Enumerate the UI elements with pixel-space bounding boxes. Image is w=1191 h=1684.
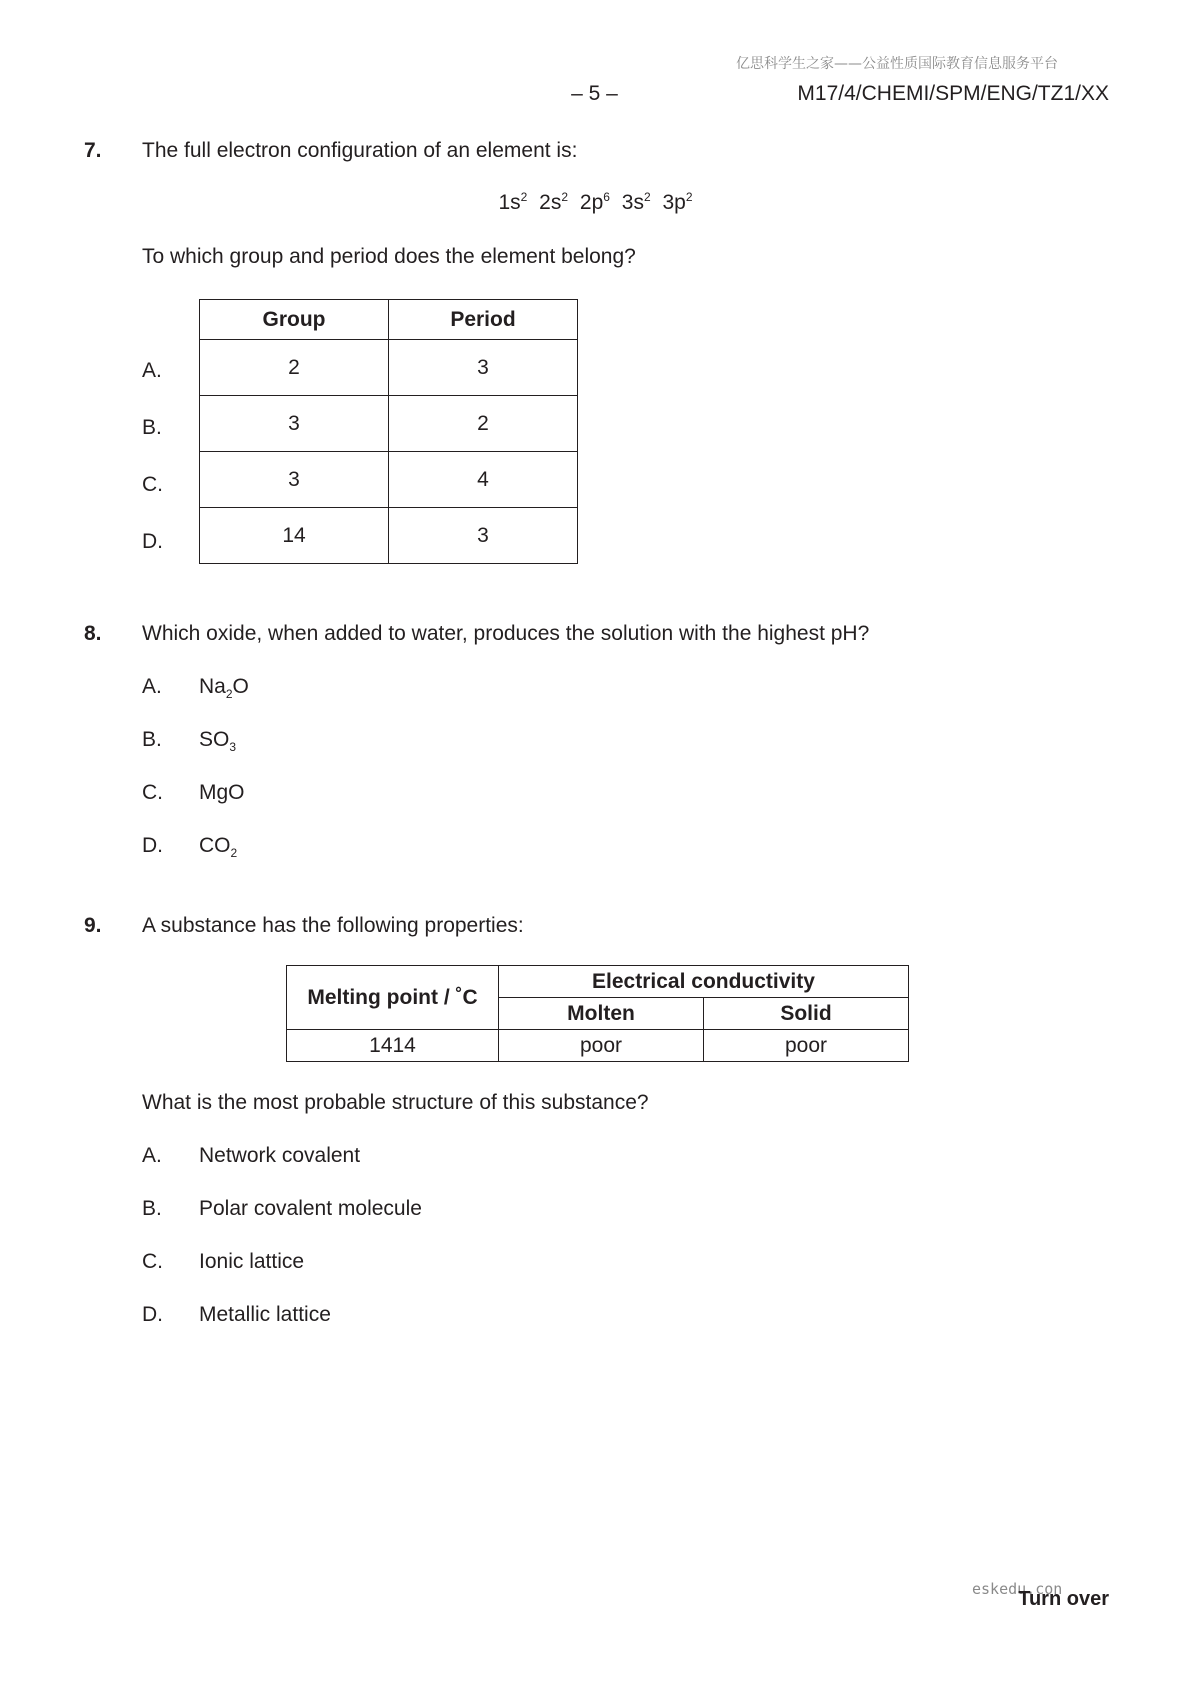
melting-point-value: 1414 bbox=[287, 1030, 499, 1062]
orbital-term: $2s^2$ bbox=[539, 190, 569, 214]
option-a-formula: $Na_2O$ bbox=[199, 675, 249, 701]
period-cell: 3 bbox=[389, 340, 578, 396]
option-a-text: Network covalent bbox=[199, 1144, 361, 1167]
option-a-label: A. bbox=[142, 1144, 162, 1167]
option-c-label: C. bbox=[142, 1250, 163, 1273]
option-a-label: A. bbox=[142, 675, 162, 698]
period-cell: 2 bbox=[389, 396, 578, 452]
question-9-stem: A substance has the following properties: bbox=[142, 914, 524, 937]
option-d-label: D. bbox=[142, 1303, 163, 1326]
table-row bbox=[200, 508, 578, 564]
turn-over-label: Turn over bbox=[1018, 1588, 1109, 1610]
page-number: – 5 – bbox=[571, 82, 618, 105]
orbital-term: $3p^2$ bbox=[662, 190, 693, 214]
electron-configuration bbox=[0, 191, 1191, 215]
molten-value: poor bbox=[499, 1030, 704, 1062]
option-c-label: C. bbox=[142, 781, 163, 804]
molten-header: Molten bbox=[499, 998, 704, 1030]
question-9-number: 9. bbox=[84, 914, 102, 937]
table-row bbox=[200, 452, 578, 508]
group-cell: 3 bbox=[200, 396, 389, 452]
option-c-formula: MgO bbox=[199, 781, 245, 804]
table-row bbox=[200, 396, 578, 452]
table-row bbox=[287, 1030, 909, 1062]
option-b-label: B. bbox=[142, 1197, 162, 1220]
option-b-formula: $SO_3$ bbox=[199, 728, 237, 754]
option-b-label: B. bbox=[142, 728, 162, 751]
question-9-prompt: What is the most probable structure of this substance? bbox=[142, 1091, 649, 1114]
orbital-term: $3s^2$ bbox=[621, 190, 651, 214]
question-8-number: 8. bbox=[84, 622, 102, 645]
question-8-stem: Which oxide, when added to water, produces the solution with the highest pH? bbox=[142, 622, 870, 645]
option-b-text: Polar covalent molecule bbox=[199, 1197, 422, 1220]
option-d-label: D. bbox=[142, 834, 163, 857]
solid-header: Solid bbox=[704, 998, 909, 1030]
paper-code: M17/4/CHEMI/SPM/ENG/TZ1/XX bbox=[797, 82, 1109, 105]
footer-watermark: eskedu.con bbox=[972, 1580, 1063, 1598]
option-a-label: A. bbox=[142, 359, 162, 382]
orbital-term: $1s^2$ bbox=[498, 190, 528, 214]
period-cell: 4 bbox=[389, 452, 578, 508]
period-header: Period bbox=[389, 300, 578, 340]
group-cell: 2 bbox=[200, 340, 389, 396]
conductivity-header: Electrical conductivity bbox=[499, 966, 909, 998]
group-period-table bbox=[199, 299, 578, 564]
question-7-stem: The full electron configuration of an element is: bbox=[142, 139, 578, 162]
table-row bbox=[200, 340, 578, 396]
group-cell: 3 bbox=[200, 452, 389, 508]
option-c-text: Ionic lattice bbox=[199, 1250, 305, 1273]
properties-table bbox=[286, 965, 909, 1062]
question-7-prompt: To which group and period does the element belong? bbox=[142, 245, 636, 268]
option-d-formula: $CO_2$ bbox=[199, 834, 238, 860]
melting-point-header: Melting point / ˚C bbox=[287, 966, 499, 1030]
solid-value: poor bbox=[704, 1030, 909, 1062]
period-cell: 3 bbox=[389, 508, 578, 564]
table-header-row bbox=[200, 300, 578, 340]
question-7-number: 7. bbox=[84, 139, 102, 162]
option-b-label: B. bbox=[142, 416, 162, 439]
option-d-label: D. bbox=[142, 530, 163, 553]
option-d-text: Metallic lattice bbox=[199, 1303, 331, 1326]
group-cell: 14 bbox=[200, 508, 389, 564]
header-watermark: 亿思科学生之家——公益性质国际教育信息服务平台 bbox=[736, 56, 1058, 72]
table-header-row bbox=[287, 966, 909, 998]
group-header: Group bbox=[200, 300, 389, 340]
option-c-label: C. bbox=[142, 473, 163, 496]
orbital-term: $2p^6$ bbox=[579, 190, 610, 214]
